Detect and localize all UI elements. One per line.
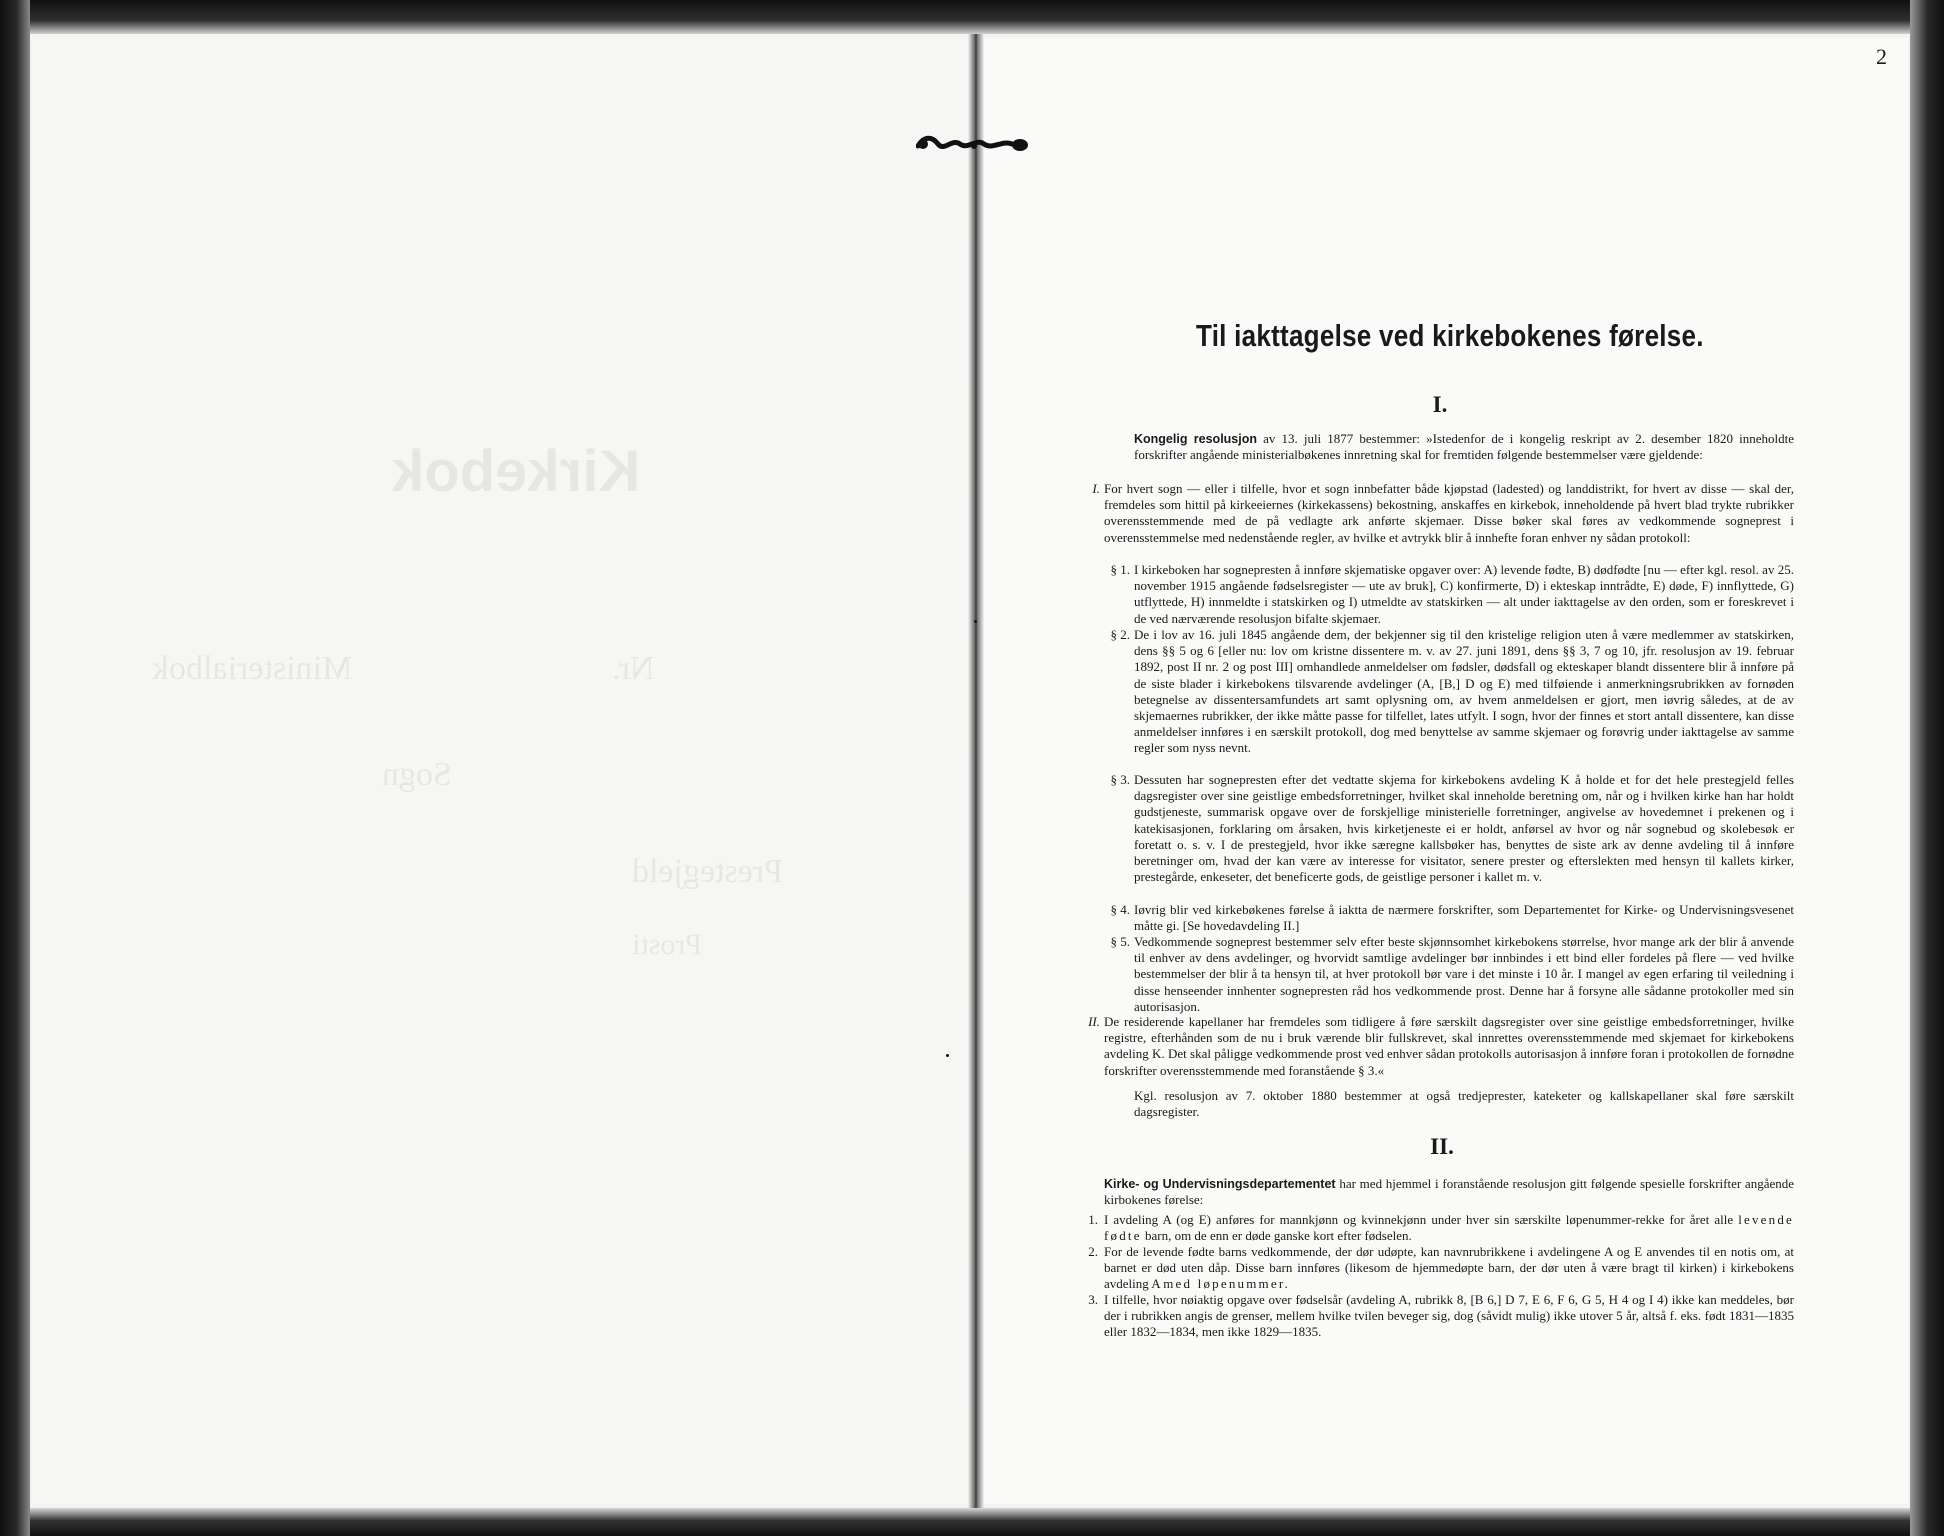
section-symbol: § 1. [1110,562,1130,577]
section-paragraph [1110,562,1794,627]
section-heading: I. [1432,392,1448,417]
show-through-text: Sogn [382,756,452,793]
show-through-text: Nr. [612,650,655,687]
section-heading: II. [1430,1134,1454,1159]
section-symbol: § 2. [1110,627,1130,642]
section-paragraph [1110,902,1794,934]
rule-emphasis: levende fødte [1104,1212,1795,1244]
numbered-rule [1088,1212,1795,1244]
article-paragraph [1092,481,1794,546]
intro-paragraph [1134,431,1794,463]
rule-number: 1. [1088,1212,1098,1227]
section-paragraph [1110,772,1794,885]
rule-text: For de levende fødte barns vedkommende, der dør udøpte, kan navnrubrikkene i avdelingene A og E anvendes til en notis om, at barnet er død uten dåp. Disse barn innføres (likesom de hjemmedøpte barn, der dør uten å være bragt til kirken) i kirkebokens avdeling A [1104,1244,1794,1292]
article-paragraph [1088,1014,1794,1079]
section-text: Dessuten har sognepresten efter det vedtatte skjema for kirkebokens avdeling K å holde et for det hele prestegjeld felles dagsregister over sine geistlige embedsforretninger, hvilket skal inneholde beretning om, når og i hvilken kirke han har holdt gudstjeneste, summarisk opgave over de forskjellige ministerielle forretninger, angivelse av hovedemnet i prekenen og i katekisasjonen, forklaring om årsaken, hvis kirketjeneste ei er holdt, anførsel av hvor og når sognebud og skolebesøk er foretatt o. s. v. I de prestegjeld, hvor ikke særegne kallsbøker has, benyttes de siste ark av denne avdeling til å innføre beretninger om, hvad der kan være av interesse for visitator, senere prester og efterslekten med hensyn til kallets kirker, prestegårde, enkeseter, det beneficerte gods, de geistlige personer i kallet m. v. [1134,772,1794,885]
rule-number: 3. [1088,1292,1098,1307]
rule-emphasis: med løpenummer. [1163,1276,1291,1292]
article-number: I. [1092,481,1100,496]
article-text: De residerende kapellaner har fremdeles som tidligere å føre særskilt dagsregister over sine geistlige embedsforretninger, hvilke registre, efterhånden som de nu i bruk værende blir fullskrevet, skal innrettes overensstemmende med skjemaet for kirkebokens avdeling K. Det skal påligge vedkommende prost ved enhver sådan protokolls autorisasjon å innføre foran i protokollen de fornødne forskrifter overensstemmende med foranstående § 3.« [1104,1014,1794,1078]
show-through-text: Prestegjeld [632,853,784,890]
scan-speck [974,620,977,623]
rule-number: 2. [1088,1244,1098,1259]
rule-text: barn, om de enn er døde ganske kort efter fødselen. [1144,1228,1412,1244]
section-text: Vedkommende sogneprest bestemmer selv efter beste skjønnsomhet kirkebokens størrelse, hvor mange ark der blir å anvende til enhver av dens avdelinger, og hvorvidt samtlige avdelinger bør innbindes i ett bind eller fordeles på flere — ved hvilke bestemmelser der blir å ta hensyn til, at hver protokoll bør vare i det minste i 10 år. I mangel av egen erfaring til veiledning i disse henseender innhenter sognepresten råd hos vedkommende prost. Denne har å forsyne alle sådanne protokoller med sin autorisasjon. [1134,934,1794,1014]
scan-edge-top [0,0,1944,34]
section-paragraph [1110,934,1794,1015]
show-through-title: Kirkebok [392,439,641,504]
section-symbol: § 5. [1110,934,1130,949]
rule-text: I avdeling A (og E) anføres for mannkjønn og kvinnekjønn under hver sin særskilte løpenummer-rekke for året alle [1104,1212,1734,1227]
ornament-flourish-icon [916,132,1030,158]
department-label: Kirke- og Undervisningsdepartementet [1104,1177,1336,1191]
numbered-rule [1088,1292,1794,1341]
article-number: II. [1088,1014,1100,1029]
section-text: De i lov av 16. juli 1845 angående dem, der bekjenner sig til den kristelige religion uten å være medlemmer av statskirken, dens §§ 5 og 6 [eller nu: lov om kristne dissentere m. v. av 27. juni 1891, dens §§ 3, 7 og 10, jfr. resolusjon av 19. februar 1892, post II nr. 2 og post III] omhandlede anmeldelser om fødsler, dødsfall og ekteskaper blandt dissentere blir å innføre på de siste blader i kirkebokens tilsvarende avdelinger (A, [B,] D og E) med tilføiende i anmerkningsrubrikken av fornøden betegnelse av dissentersamfundets art samt oplysning om, av hvem anmeldelsen er gjort, men iøvrig således, at de av skjemaernes rubrikker, der ikke måtte passe for tilfellet, lates utfylt. I sogn, hvor der finnes et stort antall dissentere, kan disse anmeldelser innføres i en særskilt protokoll, dog med benyttelse av samme skjemaer og forøvrig under iakttagelse av samme regler som nyss nevnt. [1134,627,1794,756]
show-through-text: Ministerialbok [152,650,353,687]
section-paragraph [1110,627,1794,757]
scan-edge-bottom [0,1508,1944,1536]
department-text: har med hjemmel i foranstående resolusjon gitt følgende spesielle forskrifter angående kirbokenes førelse: [1104,1176,1795,1208]
book-gutter [968,30,984,1510]
article-text: For hvert sogn — eller i tilfelle, hvor et sogn innbefatter både kjøpstad (ladested) og landdistrikt, for hvert av disse — skal der, fremdeles som hittil på kirkeeiernes (kirkekassens) bekostning, anskaffes en kirkebok, inneholdende på hvert blad trykte rubrikker overensstemmende med de på vedlagte ark anførte skjemaer. Disse bøker skal føres av vedkommende sogneprest i overensstemmelse med nedenstående regler, av hvilke et avtrykk blir å innhefte foran enhver ny sådan protokoll: [1104,481,1794,545]
intro-label: Kongelig resolusjon [1134,432,1257,446]
section-symbol: § 3. [1110,772,1130,787]
intro-text: av 13. juli 1877 bestemmer: »Istedenfor de i kongelig reskript av 2. desember 1820 inneholdte forskrifter angående ministerialbøkenes innretning skal for fremtiden følgende bestemmelser være gjeldende: [1134,431,1794,463]
section-text: I kirkeboken har sognepresten å innføre skjematiske opgaver over: A) levende fødte, B) dødfødte [nu — efter kgl. resol. av 25. november 1915 angående fødselsregister — ute av bruk], C) konfirmerte, D) i ekteskap inntrådte, E) døde, F) innflyttede, G) utflyttede, H) innmeldte i statskirken og I) utmeldte av statskirken — alt under iakttagelse av den orden, som er foreskrevet i de ved nærværende resolusjon bifalte skjemaer. [1134,562,1794,626]
scan-edge-left [0,0,30,1536]
show-through-text: Prosti [632,928,703,961]
numbered-rule [1088,1244,1794,1293]
scan-speck [946,1054,949,1057]
page-title: Til iakttagelse ved kirkebokenes førelse. [1196,318,1704,353]
scan-edge-right [1910,0,1944,1536]
department-paragraph [1104,1176,1794,1208]
resolution-paragraph: Kgl. resolusjon av 7. oktober 1880 bestemmer at også tredjeprester, kateketer og kallskapellaner skal føre særskilt dagsregister. [1134,1088,1794,1120]
page-number: 2 [1876,44,1887,69]
section-symbol: § 4. [1110,902,1130,917]
rule-text: I tilfelle, hvor nøiaktig opgave over fødselsår (avdeling A, rubrikk 8, [B 6,] D 7, E 6, F 6, G 5, H 4 og I 4) ikke kan meddeles, bør der i rubrikken angis de grenser, mellem hvilke tvilen beveger sig, dog (såvidt mulig) ikke utover 5 år, altså f. eks. født 1831—1835 eller 1832—1834, men ikke 1829—1835. [1104,1292,1794,1340]
section-text: Iøvrig blir ved kirkebøkenes førelse å iaktta de nærmere forskrifter, som Departementet for Kirke- og Undervisningsvesenet måtte gi. [Se hovedavdeling II.] [1134,902,1794,934]
left-page [32,38,972,1504]
